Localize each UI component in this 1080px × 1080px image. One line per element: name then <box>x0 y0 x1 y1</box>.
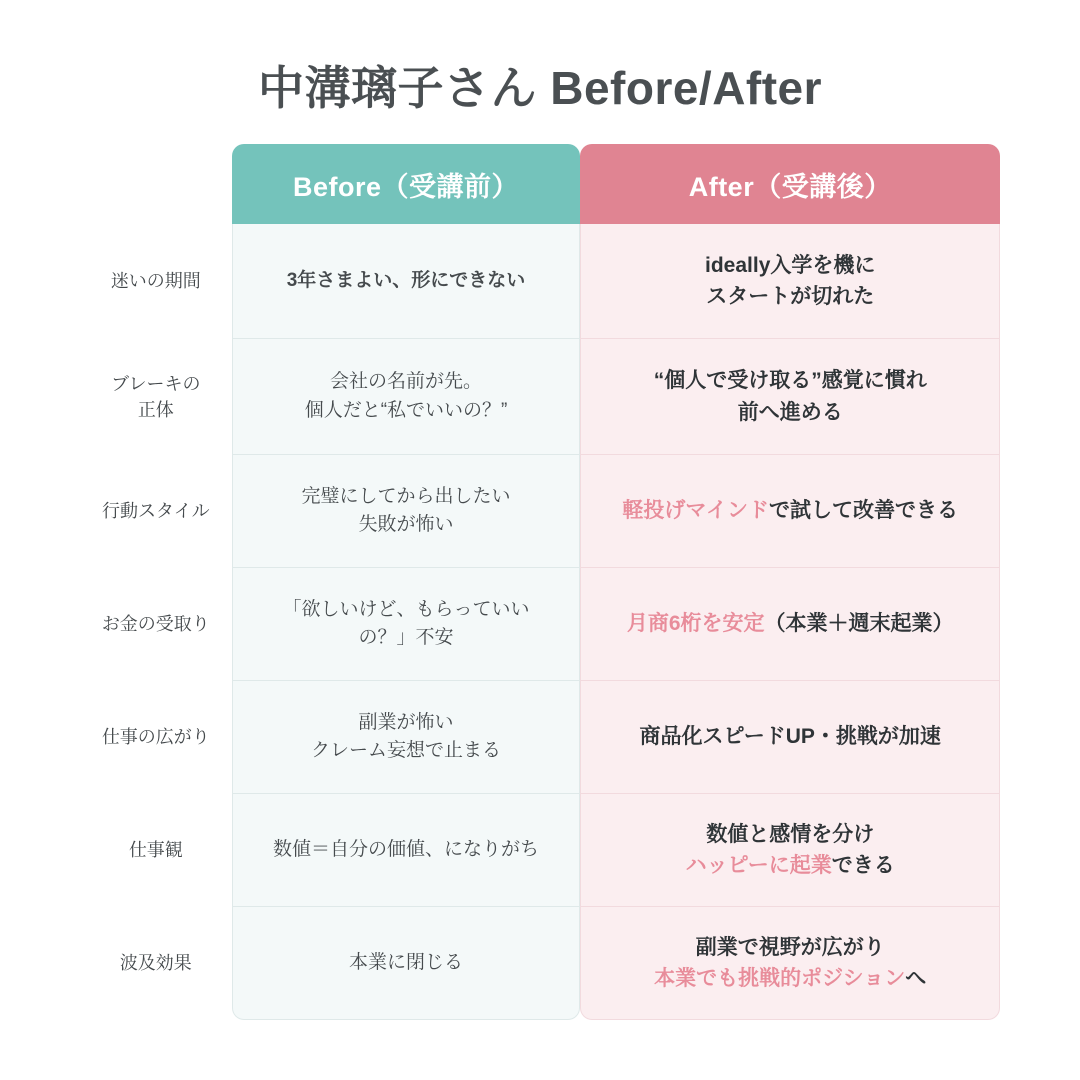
after-text: （本業＋週末起業） <box>764 612 954 636</box>
before-text-line: 会社の名前が先。 <box>330 371 483 392</box>
header-spacer <box>80 144 232 224</box>
header-after: After（受講後） <box>580 144 1000 224</box>
before-text-line: 完璧にしてから出したい <box>301 485 511 507</box>
row-label: 行動スタイル <box>80 455 232 568</box>
row-label: 迷いの期間 <box>80 224 232 339</box>
before-text-line: 3年さまよい、形にできない <box>286 269 526 291</box>
before-cell <box>232 907 581 1020</box>
header-row <box>80 144 1000 224</box>
after-cell <box>580 339 1000 455</box>
after-text-line: 前へ進める <box>737 400 843 424</box>
after-text-line: スタートが切れた <box>706 285 875 308</box>
table-body <box>80 224 1000 1020</box>
row-label: 仕事観 <box>80 794 232 907</box>
after-text-line: 副業で視野が広がり <box>695 935 885 959</box>
after-highlight-text: 軽投げマインド <box>622 499 769 523</box>
row-label <box>80 339 232 455</box>
comparison-table-container <box>80 144 1000 1020</box>
after-text-line: 数値と感情を分け <box>706 822 875 846</box>
after-text: できる <box>831 854 895 877</box>
after-cell <box>580 681 1000 794</box>
after-text: で試して改善できる <box>769 499 958 523</box>
table-row <box>80 455 1000 568</box>
comparison-table <box>80 144 1000 1020</box>
after-cell <box>580 224 1000 339</box>
before-text-line: 数値＝自分の価値、になりがち <box>273 838 540 860</box>
row-label-line: ブレーキの <box>111 373 201 394</box>
row-label: 波及効果 <box>80 907 232 1020</box>
after-text: へ <box>905 967 927 990</box>
after-cell <box>580 455 1000 568</box>
before-cell <box>232 681 581 794</box>
after-highlight-text: ハッピーに起業 <box>685 854 832 877</box>
table-row <box>80 339 1000 455</box>
row-label: お金の受取り <box>80 568 232 681</box>
after-text-line: 商品化スピードUP・挑戦が加速 <box>639 725 941 749</box>
after-text-line-2 <box>599 850 981 882</box>
before-cell <box>232 339 581 455</box>
table-row <box>80 794 1000 907</box>
before-text-line: 副業が怖い <box>358 711 454 733</box>
row-label-line: 正体 <box>137 400 174 420</box>
row-label: 仕事の広がり <box>80 681 232 794</box>
after-text-line: “個人で受け取る”感覚に慣れ <box>653 369 927 392</box>
after-cell <box>580 907 1000 1020</box>
after-highlight-text: 月商6桁を安定 <box>626 612 765 636</box>
before-text-line: 本業に閉じる <box>349 951 464 973</box>
after-text-line: ideally入学を機に <box>705 253 876 277</box>
before-cell <box>232 794 581 907</box>
before-cell <box>232 568 581 681</box>
before-text-line: 失敗が怖い <box>358 514 454 535</box>
table-row <box>80 907 1000 1020</box>
after-cell <box>580 568 1000 681</box>
before-cell <box>232 224 581 339</box>
header-before: Before（受講前） <box>232 144 581 224</box>
before-text-line: の？」不安 <box>358 627 454 648</box>
table-row <box>80 568 1000 681</box>
before-text-line: クレーム妄想で止まる <box>311 740 502 761</box>
before-cell <box>232 455 581 568</box>
after-text-line-2 <box>599 963 981 995</box>
after-highlight-text: 本業でも挑戦的ポジション <box>654 967 906 990</box>
table-header <box>80 144 1000 224</box>
before-text-line: 個人だと“私でいいの？” <box>304 399 508 421</box>
after-cell <box>580 794 1000 907</box>
before-text-line: 「欲しいけど、もらっていい <box>282 598 530 620</box>
page-title: 中溝璃子さん Before/After <box>257 62 823 114</box>
table-row <box>80 681 1000 794</box>
table-row <box>80 224 1000 339</box>
